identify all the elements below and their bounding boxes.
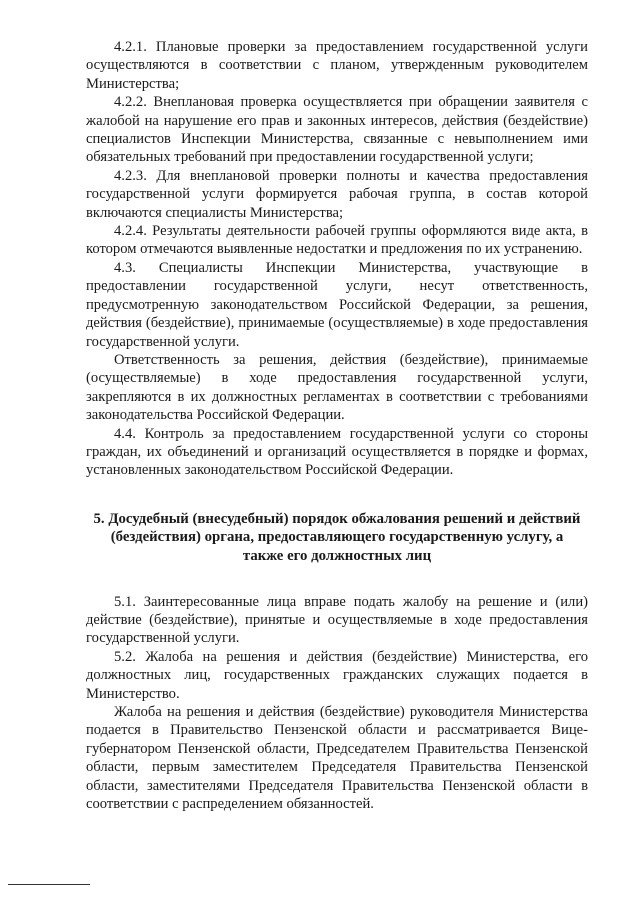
paragraph-4-2-4: 4.2.4. Результаты деятельности рабочей группы оформляются виде акта, в котором отмечаются выявленные недостатки и предложения по их устранению. bbox=[86, 223, 588, 258]
paragraph-5-1: 5.1. Заинтересованные лица вправе подать жалобу на решение и (или) действие (бездействие), принятые и осуществляемые в ходе предоставления государственной услуги. bbox=[86, 593, 588, 647]
paragraph-4-3-responsibility: Ответственность за решения, действия (бездействие), принимаемые (осуществляемые) в ходе предоставления государственной услуги, закрепляются в их должностных регламентах в соответствии с требованиями законодательства Российской Федерации. bbox=[86, 351, 588, 424]
paragraph-4-3: 4.3. Специалисты Инспекции Министерства, участвующие в предоставлении государственной услуги, несут ответственность, предусмотренную законодательством Российской Федерации, за решения, действия (бездействие), принимаемые (осуществляемые) в ходе предоставления государственной услуги. bbox=[86, 259, 588, 350]
paragraph-4-4: 4.4. Контроль за предоставлением государственной услуги со стороны граждан, их объединений и организаций осуществляется в порядке и формах, установленных законодательством Российской Федерации. bbox=[86, 425, 588, 479]
paragraph-5-2: 5.2. Жалоба на решения и действия (бездействие) Министерства, его должностных лиц, государственных гражданских служащих подается в Министерство. bbox=[86, 648, 588, 702]
paragraph-5-2-complaint: Жалоба на решения и действия (бездействие) руководителя Министерства подается в Правительство Пензенской области и рассматривается Вице-губернатором Пензенской области, Председателем Правительства Пензенской области, первым заместителем Председателя Правительства Пензенской области, заместителями Председателя Правительства Пензенской области в соответствии с распределением обязанностей. bbox=[86, 703, 588, 812]
section-5-heading: 5. Досудебный (внесудебный) порядок обжалования решений и действий (бездействия) органа, предоставляющего государственную услугу, а также его должностных лиц bbox=[93, 510, 581, 564]
document-page bbox=[86, 38, 588, 813]
paragraph-4-2-2: 4.2.2. Внеплановая проверка осуществляется при обращении заявителя с жалобой на нарушение его прав и законных интересов, действия (бездействие) специалистов Инспекции Министерства, связанные с невыполнением ими обязательных требований при предоставлении государственной услуги; bbox=[86, 94, 588, 166]
footer-rule bbox=[8, 884, 90, 885]
paragraph-4-2-3: 4.2.3. Для внеплановой проверки полноты и качества предоставления государственной услуги формируется рабочая группа, в состав которой включаются специалисты Министерства; bbox=[86, 167, 588, 221]
paragraph-4-2-1: 4.2.1. Плановые проверки за предоставлением государственной услуги осуществляются в соответствии с планом, утвержденным руководителем Министерства; bbox=[86, 39, 588, 92]
